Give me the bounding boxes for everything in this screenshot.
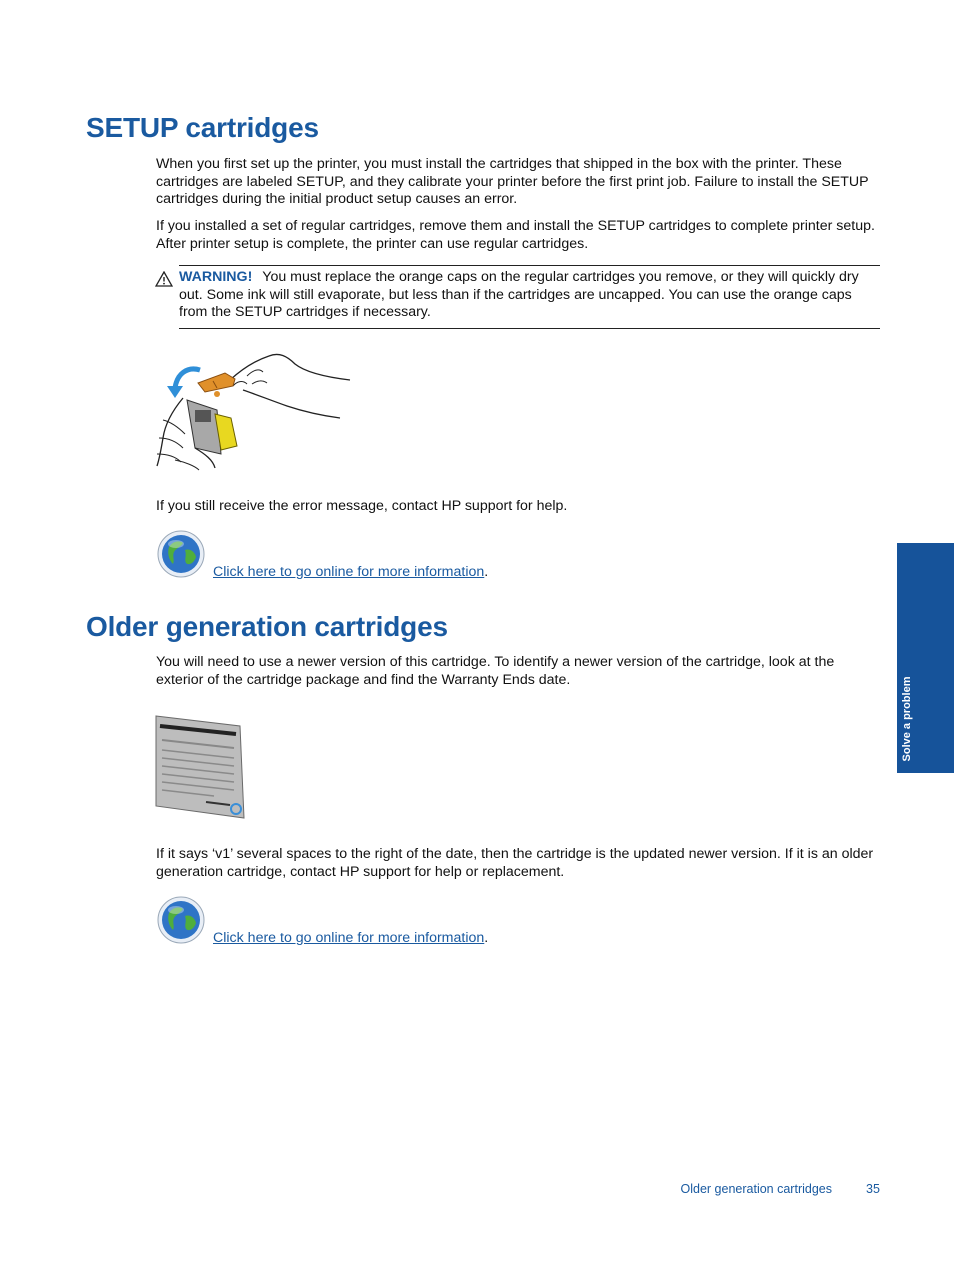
warning-callout: [179, 269, 879, 322]
warning-text: You must replace the orange caps on the regular cartridges you remove, or they will quickly dry out. Some ink will still evaporate, but less than if the cartridges are uncapped. You can use the orange caps from the SETUP cartridges if necessary.: [179, 269, 859, 321]
older-paragraph-1: You will need to use a newer version of this cartridge. To identify a newer version of the cartridge, look at the exterior of the cartridge package and find the Warranty Ends date.: [156, 654, 835, 688]
online-info-link[interactable]: Click here to go online for more information: [213, 930, 485, 946]
setup-support-text: If you still receive the error message, contact HP support for help.: [156, 498, 568, 514]
setup-more-info: Click here to go online for more information.: [213, 564, 489, 580]
side-tab-label: Solve a problem: [900, 676, 913, 762]
side-tab-solve-a-problem: [897, 543, 954, 773]
older-version-text: If it says ‘v1’ several spaces to the right of the date, then the cartridge is the updated newer version. If it is an older generation cartridge, contact HP support for help or replacement.: [156, 846, 874, 880]
warning-top-rule: [179, 265, 880, 266]
footer-section-name: Older generation cartridges: [680, 1182, 832, 1196]
online-info-link[interactable]: Click here to go online for more information: [213, 564, 485, 580]
warning-label: WARNING!: [179, 269, 253, 285]
warning-triangle-icon: [155, 271, 173, 287]
warning-bottom-rule: [179, 328, 880, 329]
globe-icon[interactable]: [157, 896, 205, 944]
cartridge-package-illustration: [154, 714, 246, 822]
older-more-info: Click here to go online for more information.: [213, 930, 489, 946]
globe-icon[interactable]: [157, 530, 205, 578]
setup-paragraph-1: When you first set up the printer, you must install the cartridges that shipped in the box with the printer. These cartridges are labeled SETUP, and they calibrate your printer before the first print job. Failure to install the SETUP cartridges during the initial product setup causes an error.: [156, 156, 869, 208]
cap-removal-illustration: [155, 350, 355, 472]
section-title-older-generation: Older generation cartridges: [86, 611, 448, 642]
footer-page-number: 35: [866, 1182, 880, 1196]
section-title-setup: SETUP cartridges: [86, 112, 319, 143]
setup-paragraph-2: If you installed a set of regular cartridges, remove them and install the SETUP cartridges to complete printer setup. After printer setup is complete, the printer can use regular cartridges.: [156, 218, 875, 252]
